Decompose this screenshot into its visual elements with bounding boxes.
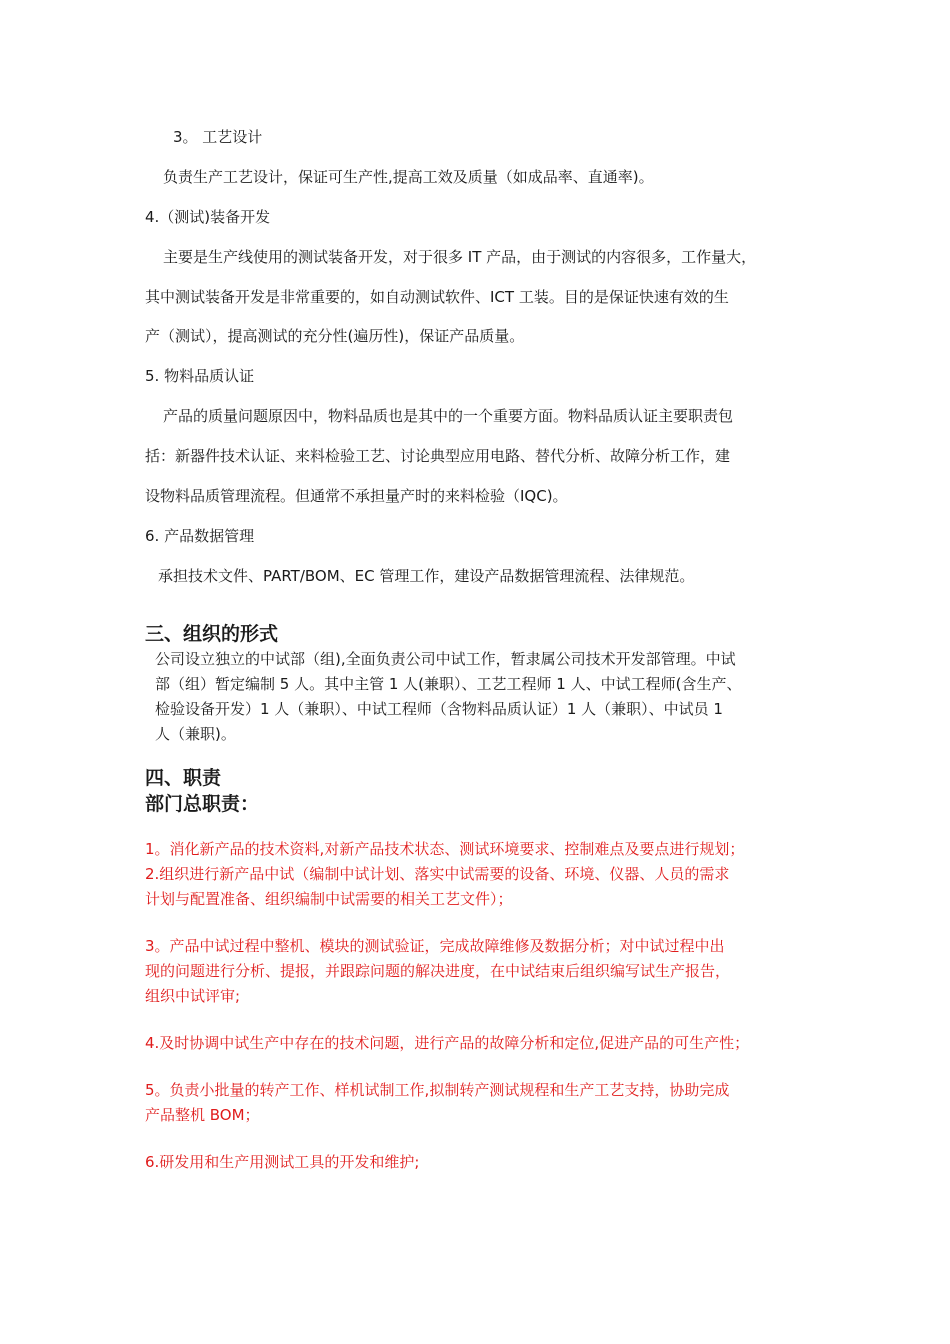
item6-body-line: 承担技术文件、PART/BOM、EC 管理工作，建设产品数据管理流程、法律规范。 [158, 567, 695, 585]
item4-body-line: 主要是生产线使用的测试装备开发，对于很多 IT 产品，由于测试的内容很多，工作量大， [163, 248, 757, 266]
duty-line: 6.研发用和生产用测试工具的开发和维护; [145, 1153, 420, 1171]
item3-title: 3。 工艺设计 [173, 128, 263, 146]
item5-body-line: 括：新器件技术认证、来料检验工艺、讨论典型应用电路、替代分析、故障分析工作，建 [145, 447, 731, 465]
duty-line: 现的问题进行分析、提报，并跟踪问题的解决进度，在中试结束后组织编写试生产报告， [145, 962, 731, 980]
duty-line: 4.及时协调中试生产中存在的技术问题，进行产品的故障分析和定位,促进产品的可生产性； [145, 1034, 750, 1052]
item4-title: 4.（测试)装备开发 [145, 208, 271, 226]
section3-heading: 三、组织的形式 [145, 623, 279, 645]
item3-body-line: 负责生产工艺设计，保证可生产性,提高工效及质量（如成品率、直通率)。 [163, 168, 654, 186]
section3-body-line: 部（组）暂定编制 5 人。其中主管 1 人(兼职）、工艺工程师 1 人、中试工程师(含生产、 [155, 675, 742, 693]
item6-title: 6. 产品数据管理 [145, 527, 255, 545]
section3-body-line: 公司设立独立的中试部（组),全面负责公司中试工作，暂隶属公司技术开发部管理。中试 [155, 650, 736, 668]
section3-body-line: 检验设备开发）1 人（兼职）、中试工程师（含物料品质认证）1 人（兼职）、中试员 1 [155, 700, 723, 718]
section3-body-line: 人（兼职)。 [155, 725, 236, 743]
item5-body-line: 产品的质量问题原因中，物料品质也是其中的一个重要方面。物料品质认证主要职责包 [163, 407, 734, 425]
duty-line: 2.组织进行新产品中试（编制中试计划、落实中试需要的设备、环境、仪器、人员的需求 [145, 865, 730, 883]
duty-line: 5。负责小批量的转产工作、样机试制工作,拟制转产测试规程和生产工艺支持，协助完成 [145, 1081, 730, 1099]
section4-heading: 四、职责 [145, 767, 222, 789]
item5-body-line: 设物料品质管理流程。但通常不承担量产时的来料检验（IQC)。 [145, 487, 568, 505]
duty-line: 组织中试评审; [145, 987, 241, 1005]
duty-line: 1。消化新产品的技术资料,对新产品技术状态、测试环境要求、控制难点及要点进行规划； [145, 840, 745, 858]
section4-subheading: 部门总职责： [145, 793, 260, 815]
item4-body-line: 其中测试装备开发是非常重要的，如自动测试软件、ICT 工装。目的是保证快速有效的生 [145, 288, 729, 306]
duty-line: 产品整机 BOM； [145, 1106, 260, 1124]
duty-line: 计划与配置准备、组织编制中试需要的相关工艺文件）； [145, 890, 513, 908]
item5-title: 5. 物料品质认证 [145, 367, 255, 385]
item4-body-line: 产（测试），提高测试的充分性(遍历性)，保证产品质量。 [145, 327, 525, 345]
duty-line: 3。产品中试过程中整机、模块的测试验证，完成故障维修及数据分析；对中试过程中出 [145, 937, 725, 955]
